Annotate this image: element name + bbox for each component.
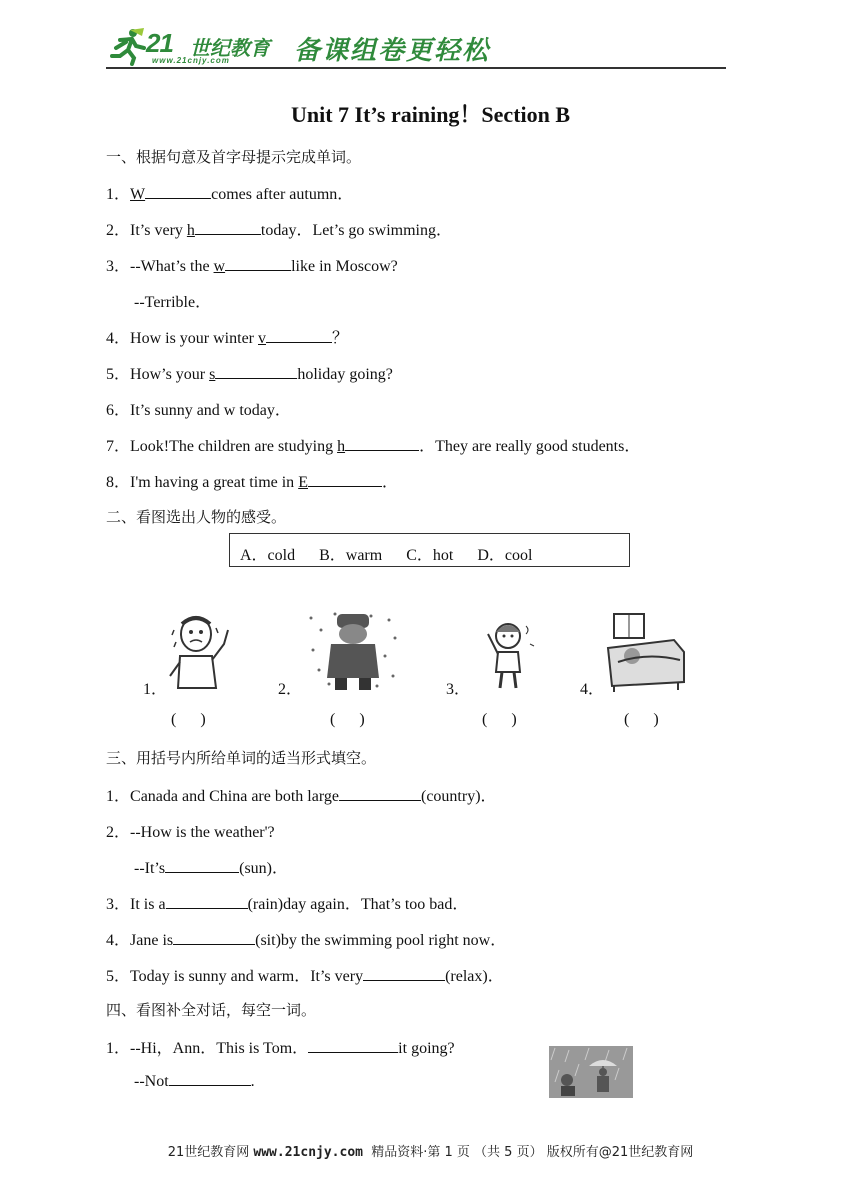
runner-logo-icon — [106, 26, 146, 66]
options-box: A．cold B．warm C．hot D．cool — [229, 533, 630, 567]
page-title: Unit 7 It’s raining！Section B — [290, 102, 571, 127]
logo-url: www.21cnjy.com — [152, 56, 230, 65]
logo-number: 21 — [146, 28, 173, 58]
pic-2-label: 2． — [278, 681, 303, 698]
section3-heading: 三、用括号内所给单词的适当形式填空。 — [106, 749, 377, 767]
cool-kid-picture — [478, 614, 538, 692]
page-footer: 21世纪教育网 www.21cnjy.com 精品资料·第 1 页 （共 5 页） 版权所有@21世纪教育网 — [167, 1145, 694, 1160]
answer-paren-3[interactable]: ( ) — [482, 711, 517, 728]
s3-item-1: 1．Canada and China are both large (country)． — [106, 788, 497, 805]
s1-item-6: 6．It’s sunny and w today． — [106, 402, 291, 419]
page-header — [106, 22, 726, 72]
s4-item-1: 1．--Hi，Ann．This is Tom． it going? — [106, 1040, 455, 1057]
s4-item-1-answer: --Not . — [134, 1073, 255, 1090]
s1-item-3: 3．--What’s the w like in Moscow? — [106, 258, 398, 275]
s1-item-4: 4．How is your winter v ？ — [106, 330, 349, 347]
s3-item-2-answer: --It’s (sun)． — [134, 860, 288, 877]
pic-3-label: 3． — [446, 681, 471, 698]
s3-item-2: 2．--How is the weather'? — [106, 824, 275, 841]
section2-heading: 二、看图选出人物的感受。 — [106, 508, 287, 526]
answer-paren-2[interactable]: ( ) — [330, 711, 365, 728]
s1-item-2: 2．It’s very h today．Let’s go swimming． — [106, 222, 452, 239]
section1-heading: 一、根据句意及首字母提示完成单词。 — [106, 148, 362, 166]
s1-item-5: 5．How’s your s holiday going? — [106, 366, 393, 383]
s1-item-7: 7．Look!The children are studying h ．They are really good students． — [106, 438, 641, 455]
s1-item-8: 8．I'm having a great time in E ． — [106, 474, 398, 491]
pic-1-label: 1． — [143, 681, 168, 698]
warm-bed-picture — [604, 612, 688, 692]
pic-4-label: 4． — [580, 681, 605, 698]
header-slogan: 备课组卷更轻松 — [294, 36, 491, 66]
header-divider — [106, 67, 726, 69]
cold-person-picture — [305, 610, 401, 692]
s3-item-3: 3．It is a (rain)day again．That’s too bad． — [106, 896, 469, 913]
s3-item-5: 5．Today is sunny and warm．It’s very (relax)． — [106, 968, 504, 985]
s3-item-4: 4．Jane is (sit)by the swimming pool right now． — [106, 932, 507, 949]
s1-item-1: 1．W comes after autumn． — [106, 186, 354, 203]
answer-paren-4[interactable]: ( ) — [624, 711, 659, 728]
rainy-scene-picture — [549, 1046, 633, 1098]
answer-paren-1[interactable]: ( ) — [171, 711, 206, 728]
s1-item-3-answer: --Terrible． — [134, 294, 212, 311]
hot-boy-picture — [168, 610, 234, 692]
section4-heading: 四、看图补全对话，每空一词。 — [106, 1001, 317, 1019]
logo-text: 世纪教育 — [190, 36, 270, 60]
